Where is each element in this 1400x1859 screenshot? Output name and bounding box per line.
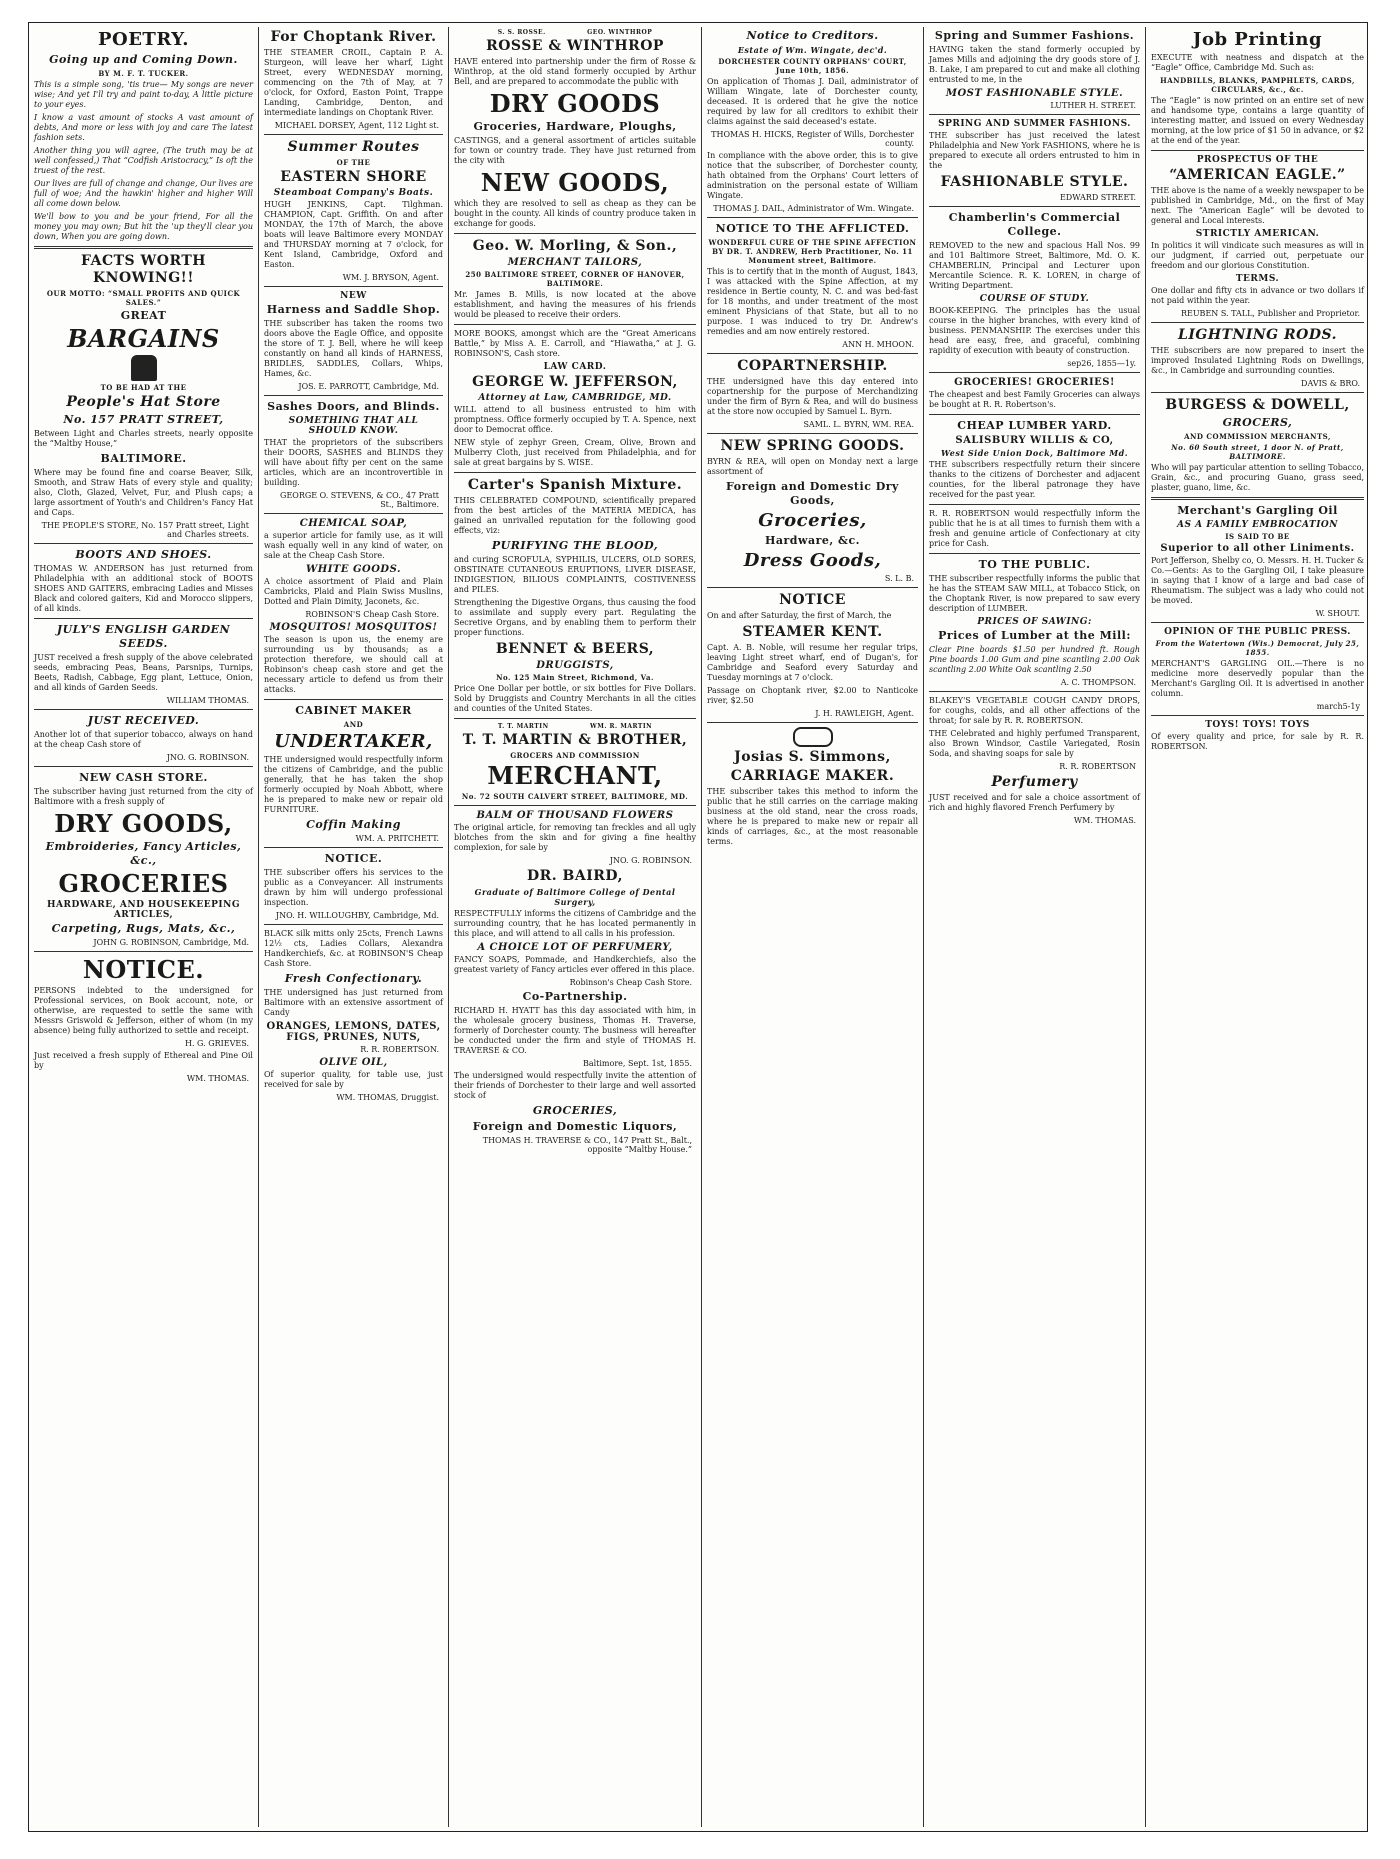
fruit-list: ORANGES, LEMONS, DATES, FIGS, PRUNES, NUTS,	[266, 1021, 441, 1043]
divider	[264, 699, 443, 700]
rosse-text: HAVE entered into partnership under the firm of Rosse & Winthrop, at the old stand formerly occupied by Arthur Bell, and are prepared to accommodate the public with	[454, 57, 696, 86]
attorney: Attorney at Law, CAMBRIDGE, MD.	[478, 393, 672, 403]
signature: JNO. H. WILLOUGHBY, Cambridge, Md.	[275, 911, 439, 920]
steamboat: Steamboat Company's Boats.	[273, 188, 434, 198]
signature: Robinson's Cheap Cash Store.	[569, 978, 692, 987]
signature: JNO. G. ROBINSON.	[166, 753, 249, 762]
sashes-text: THAT the proprietors of the subscribers their DOORS, SASHES and BLINDS they will have about fifty per cent on the same articles, which are an incontrovertible in building.	[264, 438, 443, 487]
lumber-address: West Side Union Dock, Baltimore Md.	[940, 448, 1129, 458]
perfumery-heading: A CHOICE LOT OF PERFUMERY,	[477, 942, 673, 953]
copartnership-heading: COPARTNERSHIP.	[737, 358, 888, 374]
bargains-heading: BARGAINS	[67, 324, 220, 353]
divider	[929, 114, 1140, 115]
opinion-text: MERCHANT'S GARGLING OIL.—There is no medicine more deservedly popular than the Merchant's Gargling Oil. It is advertised in another column.	[1151, 659, 1364, 698]
divider	[34, 543, 253, 544]
signature: JNO. G. ROBINSON.	[609, 856, 692, 865]
groceries-line: Groceries, Hardware, Ploughs,	[473, 120, 677, 133]
spring-goods-text: BYRN & REA, will open on Monday next a large assortment of	[707, 457, 918, 476]
dress-goods-heading: Dress Goods,	[743, 550, 882, 571]
column-4	[702, 27, 924, 1827]
foreign-dry-goods: Foreign and Domestic Dry Goods,	[726, 480, 899, 507]
price-list: Clear Pine boards $1.50 per hundred ft. Rough Pine boards 1.00 Gum and pine scantling 2.00 Oak scantling 2.00 White Oak scantling 2.50	[929, 645, 1140, 674]
notice2-heading: NOTICE.	[324, 852, 383, 865]
hardware-heading: Hardware, &c.	[764, 534, 860, 547]
wool-text: NEW style of zephyr Green, Cream, Olive, Brown and Mulberry Cloth, just received from Philadelphia, and for sale at great bargains by S. WISE.	[454, 438, 696, 467]
divider	[929, 372, 1140, 373]
divider	[264, 924, 443, 925]
embroideries: Embroideries, Fancy Articles, &c.,	[45, 840, 242, 867]
signature: J. H. RAWLEIGH, Agent.	[815, 709, 914, 718]
public-heading: TO THE PUBLIC.	[978, 558, 1091, 571]
signature: WM. THOMAS.	[186, 1074, 249, 1083]
divider	[34, 951, 253, 952]
signature: sep26, 1855—1y.	[1067, 359, 1136, 368]
prospectus-text: THE above is the name of a weekly newspaper to be published in Cambridge, Md., on the first of May next. The “American Eagle” will be devoted to general and Local interests.	[1151, 186, 1364, 225]
estate: Estate of Wm. Wingate, dec'd.	[737, 45, 888, 55]
terms-heading: TERMS.	[1235, 274, 1280, 284]
baird-sub: Graduate of Baltimore College of Dental Surgery,	[474, 887, 676, 907]
column-3	[449, 27, 702, 1827]
cabinet-text: THE undersigned would respectfully inform the citizens of Cambridge, and the public generally, that he has taken the shop formerly occupied by Noah Abbott, where he is prepared to make new or repair old FURNITURE.	[264, 755, 443, 814]
divider	[1151, 392, 1364, 393]
groceries-heading: GROCERIES	[58, 869, 229, 898]
spring-heading: Spring and Summer Fashions.	[934, 29, 1135, 42]
kent-heading: STEAMER KENT.	[742, 624, 883, 640]
divider	[1151, 322, 1364, 323]
groceries-heading: GROCERIES! GROCERIES!	[954, 377, 1115, 388]
divider	[707, 722, 918, 723]
hat-store-name: People's Hat Store	[66, 394, 221, 410]
job-printing-heading: Job Printing	[1192, 29, 1323, 50]
signature: WM. J. BRYSON, Agent.	[342, 273, 439, 282]
signature: S. L. B.	[884, 574, 914, 583]
soaps-text: THE Celebrated and highly perfumed Transparent, also Brown Windsor, Castile Variegated, Rosin Soda, and shaving soaps for sale by	[929, 729, 1140, 758]
creditors-text2: In compliance with the above order, this is to give notice that the subscriber, of Dorchester county, hath obtained from the Orphans' Court letters of administration on the personal estate of William Wingate.	[707, 151, 918, 200]
to-be-had: TO BE HAD AT THE	[100, 383, 187, 392]
signature: WM. THOMAS.	[1073, 816, 1136, 825]
fashionable-heading: FASHIONABLE STYLE.	[940, 174, 1129, 190]
job-list: HANDBILLS, BLANKS, PAMPHLETS, CARDS, CIRCULARS, &c., &c.	[1160, 76, 1355, 94]
copartnership-text: THE undersigned have this day entered into copartnership for the purpose of Merchandizing under the firm of Byrn & Rea, and will do business at the store now occupied by Samuel L. Byrn.	[707, 377, 918, 416]
merchant-heading: MERCHANT,	[487, 761, 663, 790]
toys-heading: TOYS! TOYS! TOYS	[1205, 720, 1310, 730]
eastern-shore: EASTERN SHORE	[280, 169, 427, 185]
signature: EDWARD STREET.	[1059, 193, 1136, 202]
druggists: DRUGGISTS,	[536, 660, 614, 671]
new-goods-text: which they are resolved to sell as cheap as they can be bought in the county. All kinds of country produce taken in exchange for goods.	[454, 199, 696, 228]
morling-text: Mr. James B. Mills, is now located at the above establishment, and having the measures of his friends would be pleased to receive their orders.	[454, 290, 696, 319]
perfumery-text: FANCY SOAPS, Pommade, and Handkerchiefs, also the greatest variety of Fancy articles ever offered in this place.	[454, 955, 696, 974]
motto: OUR MOTTO: “SMALL PROFITS AND QUICK SALES.”	[46, 289, 241, 307]
silk-text: BLACK silk mitts only 25cts, French Lawns 12½ cts, Ladies Collars, Alexandra Handkerchiefs, &c. at ROBINSON'S Cheap Cash Store.	[264, 929, 443, 968]
divider	[34, 766, 253, 767]
castings-text: CASTINGS, and a general assortment of articles suitable for town or country trade. They have just returned from the city with	[454, 136, 696, 165]
divider	[1151, 150, 1364, 151]
divider	[929, 504, 1140, 505]
jefferson-text: WILL attend to all business entrusted to him with promptness. Office formerly occupied by T. A. Spence, next door to Democrat office.	[454, 405, 696, 434]
groceries-text: The cheapest and best Family Groceries can always be bought at R. R. Robertson's.	[929, 390, 1140, 409]
divider	[929, 414, 1140, 415]
new-cash-heading: NEW CASH STORE.	[79, 771, 208, 784]
strictly-american: STRICTLY AMERICAN.	[1195, 229, 1320, 239]
signature: THOMAS J. DAIL, Administrator of Wm. Wingate.	[713, 204, 914, 213]
signature: H. G. GRIEVES.	[184, 1039, 249, 1048]
bennet-text: Price One Dollar per bottle, or six bottles for Five Dollars. Sold by Druggists and Country Merchants in all the cities and counties of the United States.	[454, 684, 696, 713]
groceries2: GROCERIES,	[532, 1104, 618, 1117]
divider	[454, 805, 696, 806]
chamberlin-heading: Chamberlin's Commercial College.	[948, 211, 1121, 238]
spring-text: HAVING taken the stand formerly occupied by James Mills and adjoining the dry goods store of J. B. Lake, I am prepared to cut and make all clothing entrusted to me, in the	[929, 45, 1140, 84]
white-goods-text: A choice assortment of Plaid and Plain Cambricks, Plaid and Plain Swiss Muslins, Dotted and Plain Dimity, Jaconets, &c.	[264, 577, 443, 606]
spring2-text: THE subscriber has just received the latest Philadelphia and New York FASHIONS, where he is prepared to execute all orders entrusted to him in the	[929, 131, 1140, 170]
poem-stanza: This is a simple song, 'tis true— My songs are never wise; And yet I'll try and paint to-day, A little picture to your eyes.	[34, 80, 253, 109]
signature: Baltimore, Sept. 1st, 1855.	[582, 1059, 692, 1068]
course-text: BOOK-KEEPING. The principles has the usual course in the higher branches, with every kind of business. PENMANSHIP. The exercises under this head are easy, free, and graceful, combining rapidity of execution with beauty of construction.	[929, 306, 1140, 355]
balm-text: The original article, for removing tan freckles and all ugly blotches from the skin and for giving a fine healthy complexion, for sale by	[454, 823, 696, 852]
signature: R. R. ROBERTSON.	[360, 1045, 439, 1054]
creditors-text: On application of Thomas J. Dail, administrator of William Wingate, late of Dorchester county, deceased. It is ordered that he give the notice required by law for all creditors to exhibit their claims against the said deceased's estate.	[707, 77, 918, 126]
afflicted-text: This is to certify that in the month of August, 1843, I was attacked with the Spine Affection, at my residence in Bertie county, N. C. and was bed-fast for 18 months, and under treatment of the most eminent Physicians of that State, but all to no purpose. I was induced to try Dr. Andrew's remedies and am now entirely restored.	[707, 267, 918, 336]
court: DORCHESTER COUNTY ORPHANS' COURT, June 10th, 1856.	[718, 57, 907, 75]
new-cash-text: The subscriber having just returned from the city of Baltimore with a fresh supply of	[34, 787, 253, 806]
signature: THOMAS H. HICKS, Register of Wills, Dorchester county.	[711, 130, 914, 148]
column-6	[1146, 27, 1369, 1827]
carriage-icon	[793, 727, 833, 747]
burgess-sub: AND COMMISSION MERCHANTS,	[1184, 432, 1331, 441]
signature: A. C. THOMPSON.	[1060, 678, 1136, 687]
superior: Superior to all other Liniments.	[1160, 543, 1355, 554]
prospectus: PROSPECTUS OF THE	[1196, 155, 1319, 165]
blakey-text: BLAKEY'S VEGETABLE COUGH CANDY DROPS, for coughs, colds, and all other affections of the throat; for sale by R. R. ROBERTSON.	[929, 696, 1140, 725]
bennet-address: No. 125 Main Street, Richmond, Va.	[496, 673, 654, 682]
lumber-text: THE subscribers respectfully return their sincere thanks to the citizens of Dorchester and adjacent counties, for the liberal patronage they have received for the past year.	[929, 460, 1140, 499]
signature: ROBINSON'S Cheap Cash Store.	[305, 610, 439, 619]
signature: WM. A. PRITCHETT.	[355, 834, 439, 843]
just-received-heading: JUST RECEIVED.	[87, 714, 200, 727]
balm-heading: BALM OF THOUSAND FLOWERS	[476, 810, 674, 821]
between-text: Between Light and Charles streets, nearly opposite the “Maltby House,”	[34, 429, 253, 448]
harness-text: THE subscriber has taken the rooms two doors above the Eagle Office, and opposite the store of T. J. Bell, where he will keep constantly on hand all kinds of HARNESS, BRIDLES, SADDLES, Collars, Whips, Hames, &c.	[264, 319, 443, 378]
opinion-heading: OPINION OF THE PUBLIC PRESS.	[1164, 627, 1351, 637]
signature: W. SHOUT.	[1315, 609, 1360, 618]
simmons-text: THE subscriber takes this method to inform the public that he still carries on the carriage making business at the old stand, near the cross roads, where he is prepared to make new or repair all kinds of carriages, &c., at the most reasonable terms.	[707, 787, 918, 846]
lumber-heading: CHEAP LUMBER YARD.	[957, 419, 1112, 432]
simmons-heading: Josias S. Simmons,	[734, 749, 891, 765]
poem-stanza: Another thing you will agree, (The truth may be at well confessed,) That “Codfish Aristocracy,” Is oft the truest of the rest.	[34, 146, 253, 175]
burgess-text: Who will pay particular attention to selling Tobacco, Grain, &c., and procuring Guano, grass seed, plaster, guano, lime, &c.	[1151, 463, 1364, 492]
groceries-heading: Groceries,	[758, 510, 867, 531]
liquors-text: The undersigned would respectfully invite the attention of their friends of Dorchester to their large and well assorted stock of	[454, 1071, 696, 1100]
harness-heading: Harness and Saddle Shop.	[266, 303, 441, 316]
poem-stanza: I know a vast amount of stocks A vast amount of debts, And more or less with joy and care The latest fashion sets.	[34, 113, 253, 142]
shore-text: HUGH JENKINS, Capt. Tilghman. CHAMPION, Capt. Griffith. On and after MONDAY, the 17th of March, the above boats will leave Baltimore every MONDAY and THURSDAY morning at 7 o'clock, for Kent Island, Cambridge, Oxford and Easton.	[264, 200, 443, 269]
divider	[34, 246, 253, 249]
signature: R. R. ROBERTSON	[1059, 762, 1136, 771]
seeds-heading: JULY'S ENGLISH GARDEN SEEDS.	[56, 623, 231, 650]
column-2	[259, 27, 449, 1827]
divider	[264, 847, 443, 848]
job-text: EXECUTE with neatness and dispatch at the “Eagle” Office, Cambridge Md. Such as:	[1151, 53, 1364, 72]
dry-goods-heading: DRY GOODS	[489, 89, 661, 118]
eagle-text: The “Eagle” is now printed on an entire set of new and handsome type, contains a large quantity of interesting matter, and issued on every Wednesday morning, at the low price of $1 50 in advance, or $2 at the end of the year.	[1151, 96, 1364, 145]
summer-routes: Summer Routes	[287, 139, 420, 155]
american-eagle-heading: “AMERICAN EAGLE.”	[1169, 167, 1346, 183]
hat-store-address: No. 157 PRATT STREET,	[63, 413, 224, 426]
gargling-heading: Merchant's Gargling Oil	[1177, 504, 1338, 517]
divider	[454, 324, 696, 325]
partner-names: S. S. ROSSE. GEO. WINTHROP	[497, 29, 653, 36]
signature: DAVIS & BRO.	[1301, 379, 1360, 388]
kent-text: Capt. A. B. Noble, will resume her regular trips, leaving Light street wharf, end of Dugan's, for Cambridge and Seaford every Saturday and Tuesday mornings at 7 o'clock.	[707, 643, 918, 682]
boots-heading: BOOTS AND SHOES.	[75, 548, 212, 561]
gargling-text: Port Jefferson, Shelby co, O. Messrs. H. H. Tucker & Co.—Gents: As to the Gargling Oil, I take pleasure in saying that I know of a large and bad case of Rheumatism. The subject was a lady who could not be moved.	[1151, 556, 1364, 605]
signature: THOMAS H. TRAVERSE & CO., 147 Pratt St., Balt., opposite “Maltby House.”	[482, 1136, 692, 1154]
fresh-heading: Fresh Confectionary.	[284, 972, 423, 985]
poem-author: BY M. F. T. TUCKER.	[98, 69, 189, 78]
coffin-heading: Coffin Making	[306, 818, 401, 831]
perfumery-text: JUST received and for sale a choice assortment of rich and highly flavored French Perfumery by	[929, 793, 1140, 812]
divider	[264, 134, 443, 135]
mosquitos-heading: MOSQUITOS! MOSQUITOS!	[269, 622, 438, 633]
soap-text: a superior article for family use, as it will wash equally well in any kind of water, on sale at the Cheap Cash Store.	[264, 531, 443, 560]
and-text: AND	[343, 720, 364, 729]
robertson-text: R. R. ROBERTSON would respectfully inform the public that he is at all times to furnish them with a fresh and genuine article of Confectionary at city price for Cash.	[929, 509, 1140, 548]
burgess-heading: BURGESS & DOWELL,	[1165, 397, 1350, 413]
copart-heading: Co-Partnership.	[522, 990, 628, 1003]
just-received-text: Another lot of that superior tobacco, always on hand at the cheap Cash store of	[34, 730, 253, 749]
signature: GEORGE O. STEVENS, & CO., 47 Pratt St., Baltimore.	[280, 491, 439, 509]
morling-address: 250 BALTIMORE STREET, CORNER OF HANOVER, BALTIMORE.	[465, 270, 685, 288]
bennet-heading: BENNET & BEERS,	[495, 641, 655, 657]
family-embrocation: AS A FAMILY EMBROCATION	[1177, 520, 1338, 530]
law-card: LAW CARD.	[543, 362, 607, 372]
opinion-sub: From the Watertown (Wis.) Democrat, July 25, 1855.	[1155, 639, 1360, 657]
white-goods-heading: WHITE GOODS.	[306, 564, 401, 575]
carter-cures: and curing SCROFULA, SYPHILIS, ULCERS, OLD SORES, OBSTINATE CUTANEOUS ERUPTIONS, LIVER DISEASE, INDIGESTION, BILIOUS COMPLAINTS, COSTIVENESS and PILES.	[454, 555, 696, 594]
carter-text: THIS CELEBRATED COMPOUND, scientifically prepared from the best articles of the MATERIA MEDICA, has gained an unrivalled reputation for the following good effects, viz:	[454, 496, 696, 535]
signature: REUBEN S. TALL, Publisher and Proprietor.	[1180, 309, 1360, 318]
of-the: OF THE	[336, 158, 371, 167]
dry-goods-heading: DRY GOODS,	[54, 809, 233, 838]
spring-goods-heading: NEW SPRING GOODS.	[720, 438, 905, 454]
divider	[707, 587, 918, 588]
new-goods-heading: NEW GOODS,	[480, 168, 670, 197]
sashes-sub: SOMETHING THAT ALL SHOULD KNOW.	[288, 416, 419, 436]
carter-heading: Carter's Spanish Mixture.	[467, 477, 683, 493]
croil-text: THE STEAMER CROIL, Captain P. A. Sturgeon, will leave her wharf, Light Street, every WEDNESDAY morning, commencing on the 7th of May, at 7 o'clock, for Oxford, Easton Point, Trappe Landing, Cambridge, Denton, and intermediate landings on Choptank River.	[264, 48, 443, 117]
undertaker-heading: UNDERTAKER,	[274, 731, 433, 752]
hardware: HARDWARE, AND HOUSEKEEPING ARTICLES,	[46, 900, 241, 920]
divider	[34, 618, 253, 619]
perfumery-heading: Perfumery	[991, 774, 1078, 790]
carter-text2: Strengthening the Digestive Organs, thus causing the food to assimilate and supply every part. Regulating the Secretive Organs, and by enabling them to perform their proper functions.	[454, 598, 696, 637]
carriage-heading: CARRIAGE MAKER.	[730, 768, 895, 784]
signature: WM. THOMAS, Druggist.	[336, 1093, 439, 1102]
column-5	[924, 27, 1146, 1827]
kent-intro: On and after Saturday, the first of March, the	[707, 611, 892, 620]
soap-heading: CHEMICAL SOAP,	[299, 518, 408, 529]
martin-sub: GROCERS AND COMMISSION	[510, 751, 640, 760]
terms-text: One dollar and fifty cts in advance or two dollars if not paid within the year.	[1151, 286, 1364, 305]
divider	[929, 553, 1140, 554]
signature: WILLIAM THOMAS.	[166, 696, 249, 705]
hat-text: Where may be found fine and coarse Beaver, Silk, Smooth, and Straw Hats of every style and quality; also, Cloth, Glazed, Velvet, Fur, and Plush caps; a large assortment of Youth's and Children's Fancy Hat and Caps.	[34, 468, 253, 517]
tailors: MERCHANT TAILORS,	[507, 257, 643, 268]
signature: SAML. L. BYRN, WM. REA.	[803, 420, 914, 429]
kent-fare: Passage on Choptank river, $2.00 to Nanticoke river, $2.50	[707, 686, 918, 705]
divider	[707, 353, 918, 354]
notice-heading: NOTICE	[779, 592, 846, 608]
signature: march5-1y	[1316, 702, 1360, 711]
divider	[1151, 497, 1364, 500]
liquors-heading: Foreign and Domestic Liquors,	[472, 1120, 678, 1133]
baird-heading: DR. BAIRD,	[527, 868, 623, 884]
sawing-heading: PRICES OF SAWING:	[977, 617, 1092, 627]
prospectus-text2: In politics it will vindicate such measures as will in our judgment, if carried out, perpetuate our freedom and our glorious Constitution.	[1151, 241, 1364, 270]
notice2-text: THE subscriber offers his services to the public as a Conveyancer. All instruments drawn by him will undergo professional inspection.	[264, 868, 443, 907]
divider	[454, 472, 696, 473]
divider	[264, 286, 443, 287]
martin-names: T. T. MARTIN WM. R. MARTIN	[497, 723, 653, 730]
divider	[454, 233, 696, 234]
lightning-text: THE subscribers are now prepared to insert the improved Insulated Lightning Rods on Dwellings, &c., in Cambridge and surrounding counties.	[1151, 346, 1364, 375]
newspaper-page	[28, 22, 1368, 1832]
signature: MICHAEL DORSEY, Agent, 112 Light st.	[274, 121, 439, 130]
seeds-text: JUST received a fresh supply of the above celebrated seeds, embracing Peas, Beans, Parsnips, Turnips, Beets, Radish, Cabbage, Egg plant, Lettuce, Onion, and all kinds of Garden Seeds.	[34, 653, 253, 692]
toys-text: Of every quality and price, for sale by R. R. ROBERTSON.	[1151, 732, 1364, 751]
creditors-heading: Notice to Creditors.	[746, 29, 879, 42]
hat-icon	[131, 355, 157, 381]
martin-heading: T. T. MARTIN & BROTHER,	[462, 732, 688, 748]
column-1	[29, 27, 259, 1827]
wonderful-cure: WONDERFUL CURE OF THE SPINE AFFECTION BY DR. T. ANDREW, Herb Practitioner, No. 11 Monument street, Baltimore.	[708, 238, 917, 265]
divider	[264, 513, 443, 514]
olive-text: Of superior quality, for table use, just received for sale by	[264, 1070, 443, 1089]
signature: LUTHER H. STREET.	[1050, 101, 1136, 110]
books-text: MORE BOOKS, amongst which are the “Great Americans Battle,” by Miss A. E. Carroll, and “Hiawatha,” at J. G. ROBINSON'S, Cash store.	[454, 329, 696, 358]
cabinet-heading: CABINET MAKER	[295, 704, 412, 717]
harness-new: NEW	[340, 291, 367, 301]
rosse-heading: ROSSE & WINTHROP	[486, 38, 664, 54]
great-text: GREAT	[120, 309, 167, 322]
course-heading: COURSE OF STUDY.	[979, 294, 1090, 304]
notice-heading: NOTICE.	[82, 955, 205, 984]
facts-heading: FACTS WORTH KNOWING!!	[81, 253, 206, 286]
grocers: GROCERS,	[1222, 416, 1293, 429]
afflicted-heading: NOTICE TO THE AFFLICTED.	[715, 222, 910, 235]
salisbury: SALISBURY WILLIS & CO,	[955, 435, 1114, 446]
signature: ANN H. MHOON.	[842, 340, 914, 349]
poem-stanza: We'll bow to you and be your friend, For all the money you may own; But hit the 'up they'll clear you down, When you are going down.	[34, 212, 253, 241]
divider	[1151, 622, 1364, 623]
poetry-heading: POETRY.	[97, 29, 190, 50]
boots-text: THOMAS W. ANDERSON has just returned from Philadelphia with an additional stock of BOOTS SHOES AND GAITERS, embracing Ladies and Misses Black and colored gaiters, Kid and Morocco slippers, of all kinds.	[34, 564, 253, 613]
divider	[34, 709, 253, 710]
purifying: PURIFYING THE BLOOD,	[491, 539, 659, 552]
poem-title: Going up and Coming Down.	[49, 53, 238, 66]
divider	[264, 395, 443, 396]
copart-text: RICHARD H. HYATT has this day associated with him, in the wholesale grocery business, Thomas H. Traverse, formerly of Dorchester county. The business will hereafter be conducted under the firm and style of THOMAS H. TRAVERSE & CO.	[454, 1006, 696, 1055]
poem-stanza: Our lives are full of change and change, Our lives are full of woe; And the hawkin' higher and higher Will all come down below.	[34, 179, 253, 208]
choptank-heading: For Choptank River.	[270, 29, 437, 45]
signature: THE PEOPLE'S STORE, No. 157 Pratt street, Light and Charles streets.	[41, 521, 249, 539]
oil-text: Just received a fresh supply of Ethereal and Pine Oil by	[34, 1051, 253, 1070]
fresh-text: THE undersigned has just returned from Baltimore with an extensive assortment of Candy	[264, 988, 443, 1017]
stylish: MOST FASHIONABLE STYLE.	[945, 88, 1124, 99]
mosquitos-text: The season is upon us, the enemy are surrounding us by thousands; as a protection therefore, we should call at Robinson's cheap cash store and get the necessary article to defend us from their attacks.	[264, 635, 443, 694]
said-to-be: IS SAID TO BE	[1225, 532, 1290, 541]
olive-heading: OLIVE OIL,	[319, 1057, 388, 1068]
lightning-heading: LIGHTNING RODS.	[1178, 327, 1337, 343]
prices-heading: Prices of Lumber at the Mill:	[938, 629, 1131, 642]
signature: JOS. E. PARROTT, Cambridge, Md.	[298, 382, 439, 391]
divider	[1151, 715, 1364, 716]
morling-heading: Geo. W. Morling, & Son.,	[472, 238, 678, 254]
divider	[929, 691, 1140, 692]
public-text: THE subscriber respectfully informs the public that he has the STEAM SAW MILL, at Tobacco Stick, on the Choptank River, is now prepared to saw every description of LUMBER.	[929, 574, 1140, 613]
sashes-heading: Sashes Doors, and Blinds.	[267, 400, 440, 413]
spring2-heading: SPRING AND SUMMER FASHIONS.	[938, 119, 1131, 129]
martin-address: No. 72 SOUTH CALVERT STREET, BALTIMORE, MD.	[461, 792, 689, 801]
divider	[707, 433, 918, 434]
baltimore: BALTIMORE.	[100, 452, 187, 465]
divider	[929, 206, 1140, 207]
chamberlin-text: REMOVED to the new and spacious Hall Nos. 99 and 101 Baltimore Street, Baltimore, Md. O. K. CHAMBERLIN, Principal and Lecturer upon Mercantile Science. R. K. LOREN, in charge of Writing Department.	[929, 241, 1140, 290]
signature: JOHN G. ROBINSON, Cambridge, Md.	[93, 938, 249, 947]
carpeting: Carpeting, Rugs, Mats, &c.,	[51, 922, 236, 935]
baird-text: RESPECTFULLY informs the citizens of Cambridge and the surrounding country, that he has located permanently in this place, and will attend to all calls in his profession.	[454, 909, 696, 938]
divider	[707, 217, 918, 218]
burgess-address: No. 60 South street, 1 door N. of Pratt, BALTIMORE.	[1171, 443, 1344, 461]
divider	[454, 718, 696, 719]
notice-text: PERSONS indebted to the undersigned for Professional services, on Book account, note, or otherwise, are requested to settle the same with Messrs Griswold & Jefferson, either of whom (in my absence) being fully authorized to settle and receipt.	[34, 986, 253, 1035]
jefferson-heading: GEORGE W. JEFFERSON,	[472, 374, 678, 390]
